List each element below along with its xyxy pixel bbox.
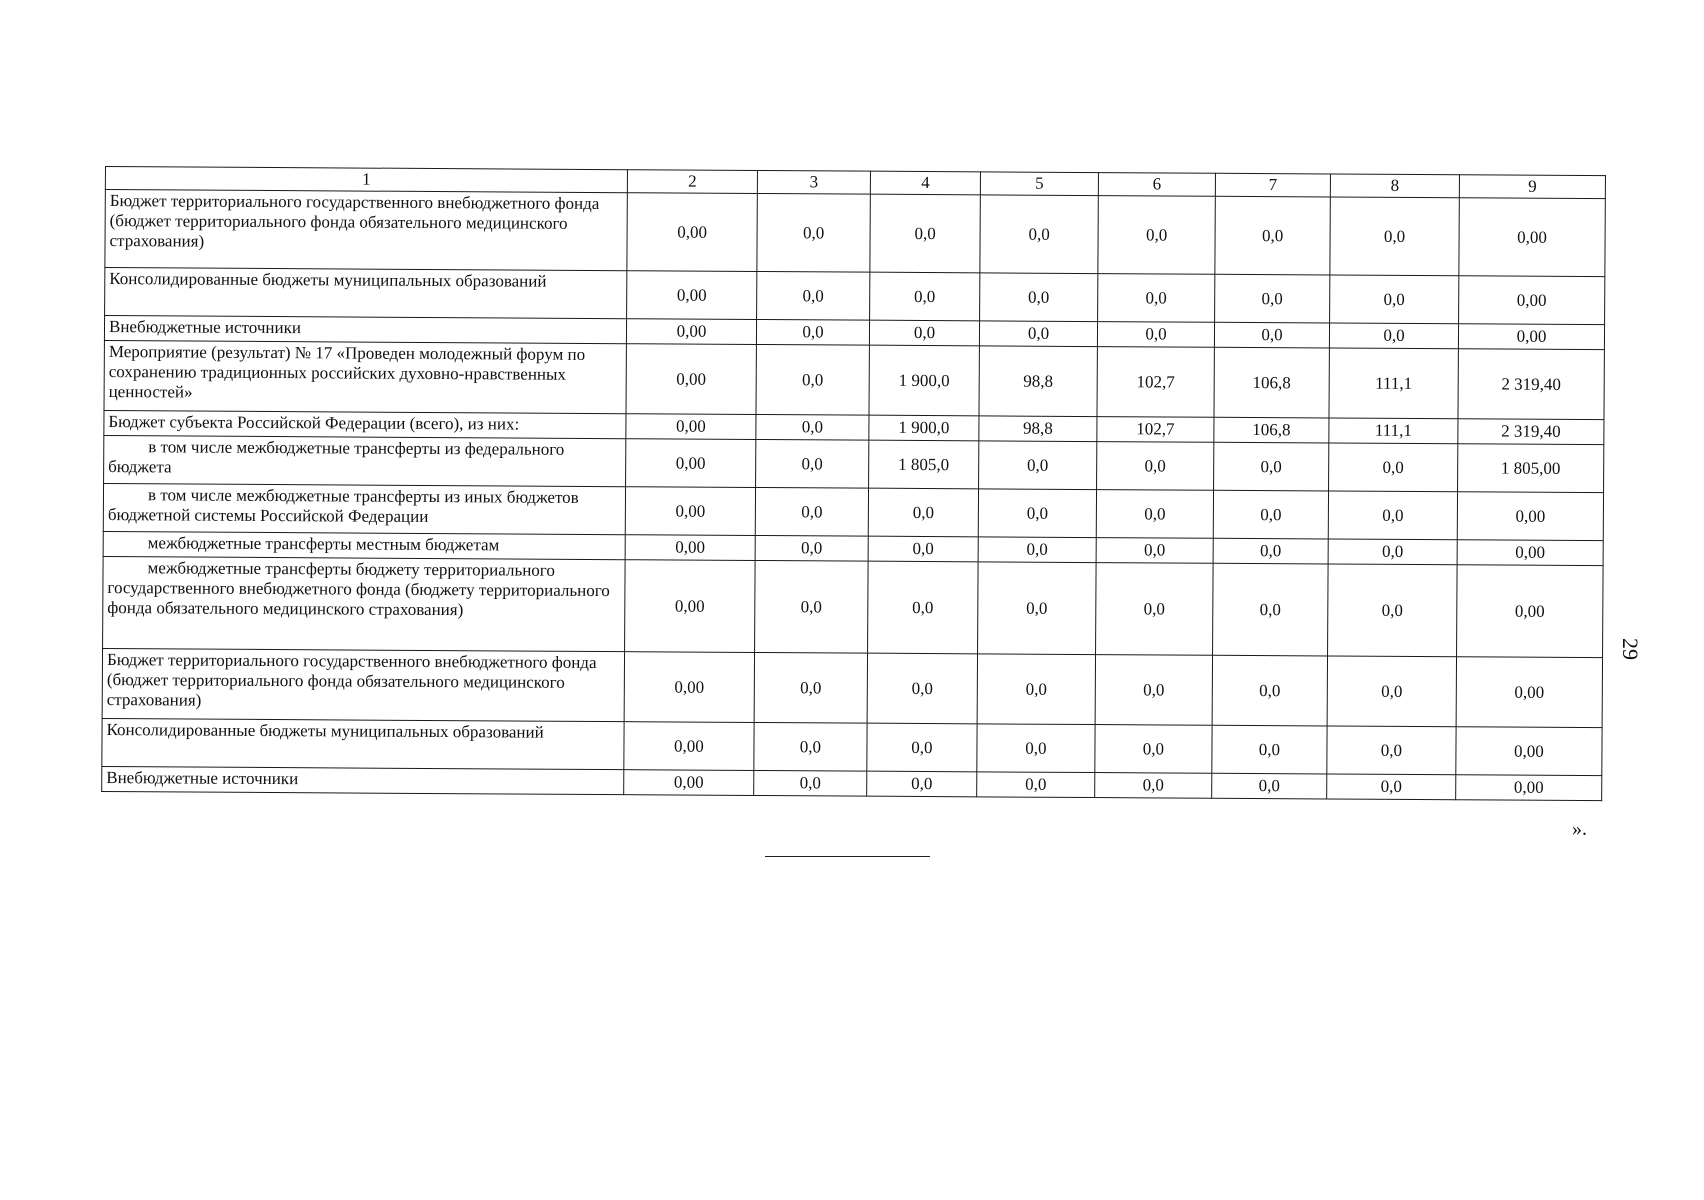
table-row [103,556,1604,657]
table-cell: 0,0 [977,654,1095,725]
table-cell: 0,0 [754,770,867,796]
table-cell: 98,8 [979,346,1097,417]
table-cell: 1 805,00 [1458,444,1604,493]
row-label: межбюджетные трансферты бюджету территориального государственного внебюджетного фонда (бюджету территориального фонда обязательного медицинского страхования) [103,556,626,651]
table-cell: 0,0 [1095,725,1212,774]
table-cell: 0,00 [625,560,756,653]
table-cell: 0,0 [755,560,869,653]
row-label: Бюджет субъекта Российской Федерации (всего), из них: [104,410,626,438]
table-cell: 0,0 [1328,491,1457,540]
table-cell: 0,00 [624,722,754,771]
table-cell: 0,0 [868,561,979,654]
table-cell: 0,00 [625,535,755,561]
table-cell: 0,0 [754,652,867,723]
table-cell: 0,00 [1456,775,1602,801]
row-label: Консолидированные бюджеты муниципальных образований [105,268,627,319]
table-cell: 102,7 [1097,417,1214,443]
table-cell: 0,0 [867,723,977,772]
table-cell: 0,0 [979,321,1097,347]
table-cell: 0,00 [624,770,754,796]
table-cell: 0,0 [867,653,977,724]
table-row [104,340,1604,419]
row-label: Бюджет территориального государственного внебюджетного фонда (бюджет территориального фонда обязательного медицинского страхования) [102,648,624,721]
column-header: 7 [1215,173,1330,197]
table-row [102,648,1602,727]
row-label: Внебюджетные источники [102,766,624,794]
table-cell: 0,00 [1459,198,1605,277]
table-cell: 0,00 [1456,727,1602,776]
table-cell: 0,00 [626,344,756,415]
footer-rule [765,856,930,857]
table-row [105,190,1605,277]
table-cell: 0,0 [1096,490,1213,539]
table-cell: 0,0 [1095,773,1212,799]
table-cell: 0,0 [978,537,1096,563]
table-cell: 0,0 [1213,563,1329,656]
table-cell: 0,0 [1215,274,1330,323]
table-cell: 111,1 [1329,418,1458,444]
table-cell: 0,00 [627,271,757,320]
table-cell: 0,0 [756,414,869,440]
column-header: 8 [1330,174,1459,198]
column-header: 5 [980,172,1098,196]
table-cell: 0,0 [870,272,980,321]
table-cell: 0,0 [1214,442,1329,491]
table-cell: 102,7 [1097,347,1214,418]
table-cell: 0,0 [980,195,1098,274]
row-label: в том числе межбюджетные трансферты из иных бюджетов бюджетной системы Российской Федерации [103,483,625,534]
table-cell: 0,0 [1097,442,1214,491]
table-cell: 0,00 [1457,492,1603,541]
table-cell: 2 319,40 [1458,349,1604,420]
table-cell: 0,0 [978,489,1096,538]
table-cell: 0,0 [1097,322,1214,348]
table-cell: 0,00 [1456,657,1602,728]
table-cell: 0,0 [754,722,867,771]
table-cell: 0,00 [627,193,757,272]
row-label: Мероприятие (результат) № 17 «Проведен молодежный форум по сохранению традиционных российских духовно-нравственных ценностей» [104,340,626,413]
table-cell: 0,00 [625,487,755,536]
table-cell: 0,0 [977,772,1095,798]
column-header: 9 [1459,175,1605,199]
table-cell: 0,0 [869,320,979,346]
column-header: 1 [105,167,627,193]
table-cell: 0,0 [978,562,1097,655]
table-cell: 0,0 [867,771,977,797]
table-cell: 0,0 [756,439,869,488]
table-cell: 0,0 [980,273,1098,322]
column-header: 3 [757,170,870,194]
table-cell: 0,0 [1329,443,1458,492]
table-cell: 0,0 [1096,563,1214,656]
table-cell: 1 805,0 [869,440,979,489]
table-cell: 0,00 [626,319,756,345]
row-label: в том числе межбюджетные трансферты из федерального бюджета [104,435,626,486]
table-cell: 111,1 [1329,348,1458,419]
table-cell: 0,0 [870,194,980,273]
column-header: 6 [1098,173,1215,197]
table-cell: 1 900,0 [869,415,979,441]
table-cell: 0,00 [1459,276,1605,325]
row-label: Внебюджетные источники [104,316,626,344]
page-number: 29 [1618,638,1643,660]
row-label: Консолидированные бюджеты муниципальных образований [102,718,624,769]
table-cell: 0,0 [977,724,1095,773]
table-cell: 0,00 [626,439,756,488]
table-cell: 0,0 [1098,196,1215,275]
table-cell: 0,0 [755,487,868,536]
table-cell: 0,0 [1329,323,1458,349]
table-cell: 2 319,40 [1458,419,1604,445]
table-cell: 106,8 [1214,417,1329,443]
table-cell: 0,0 [1212,725,1327,774]
table-cell: 0,00 [1457,540,1603,566]
table-cell: 0,0 [1212,655,1327,726]
table-cell: 1 900,0 [869,345,979,416]
table-cell: 0,00 [626,414,756,440]
table-cell: 0,0 [755,535,868,561]
column-header: 2 [627,170,757,194]
row-label: межбюджетные трансферты местным бюджетам [103,531,625,559]
row-label: Бюджет территориального государственного внебюджетного фонда (бюджет территориального фонда обязательного медицинского страхования) [105,190,627,271]
column-header: 4 [870,171,980,195]
table-cell: 0,0 [1212,773,1327,799]
closing-quote: ». [1572,818,1587,840]
table-cell: 0,0 [1328,539,1457,565]
table-cell: 0,0 [1213,538,1328,564]
table-cell: 0,0 [1096,538,1213,564]
table-cell: 0,00 [624,652,754,723]
table-cell: 0,0 [757,271,870,320]
table-cell: 0,0 [1327,774,1456,800]
table-cell: 0,0 [757,193,870,272]
table-cell: 0,0 [1330,275,1459,324]
table-cell: 0,0 [756,344,869,415]
budget-table [101,166,1606,801]
table-cell: 0,00 [1458,324,1604,350]
table-cell: 0,0 [1095,655,1212,726]
table-cell: 0,0 [1327,726,1456,775]
table-cell: 0,0 [1213,490,1328,539]
table-cell: 0,0 [868,488,978,537]
table-cell: 0,0 [1215,196,1330,275]
table-cell: 0,0 [756,319,869,345]
table-cell: 106,8 [1214,347,1329,418]
table-cell: 0,0 [1327,656,1456,727]
table-cell: 0,00 [1457,565,1604,658]
table-cell: 0,0 [1330,197,1459,276]
table-cell: 98,8 [979,416,1097,442]
table-cell: 0,0 [1098,274,1215,323]
table-cell: 0,0 [1214,322,1329,348]
table-cell: 0,0 [979,441,1097,490]
table-cell: 0,0 [1328,564,1458,657]
table-cell: 0,0 [868,536,978,562]
